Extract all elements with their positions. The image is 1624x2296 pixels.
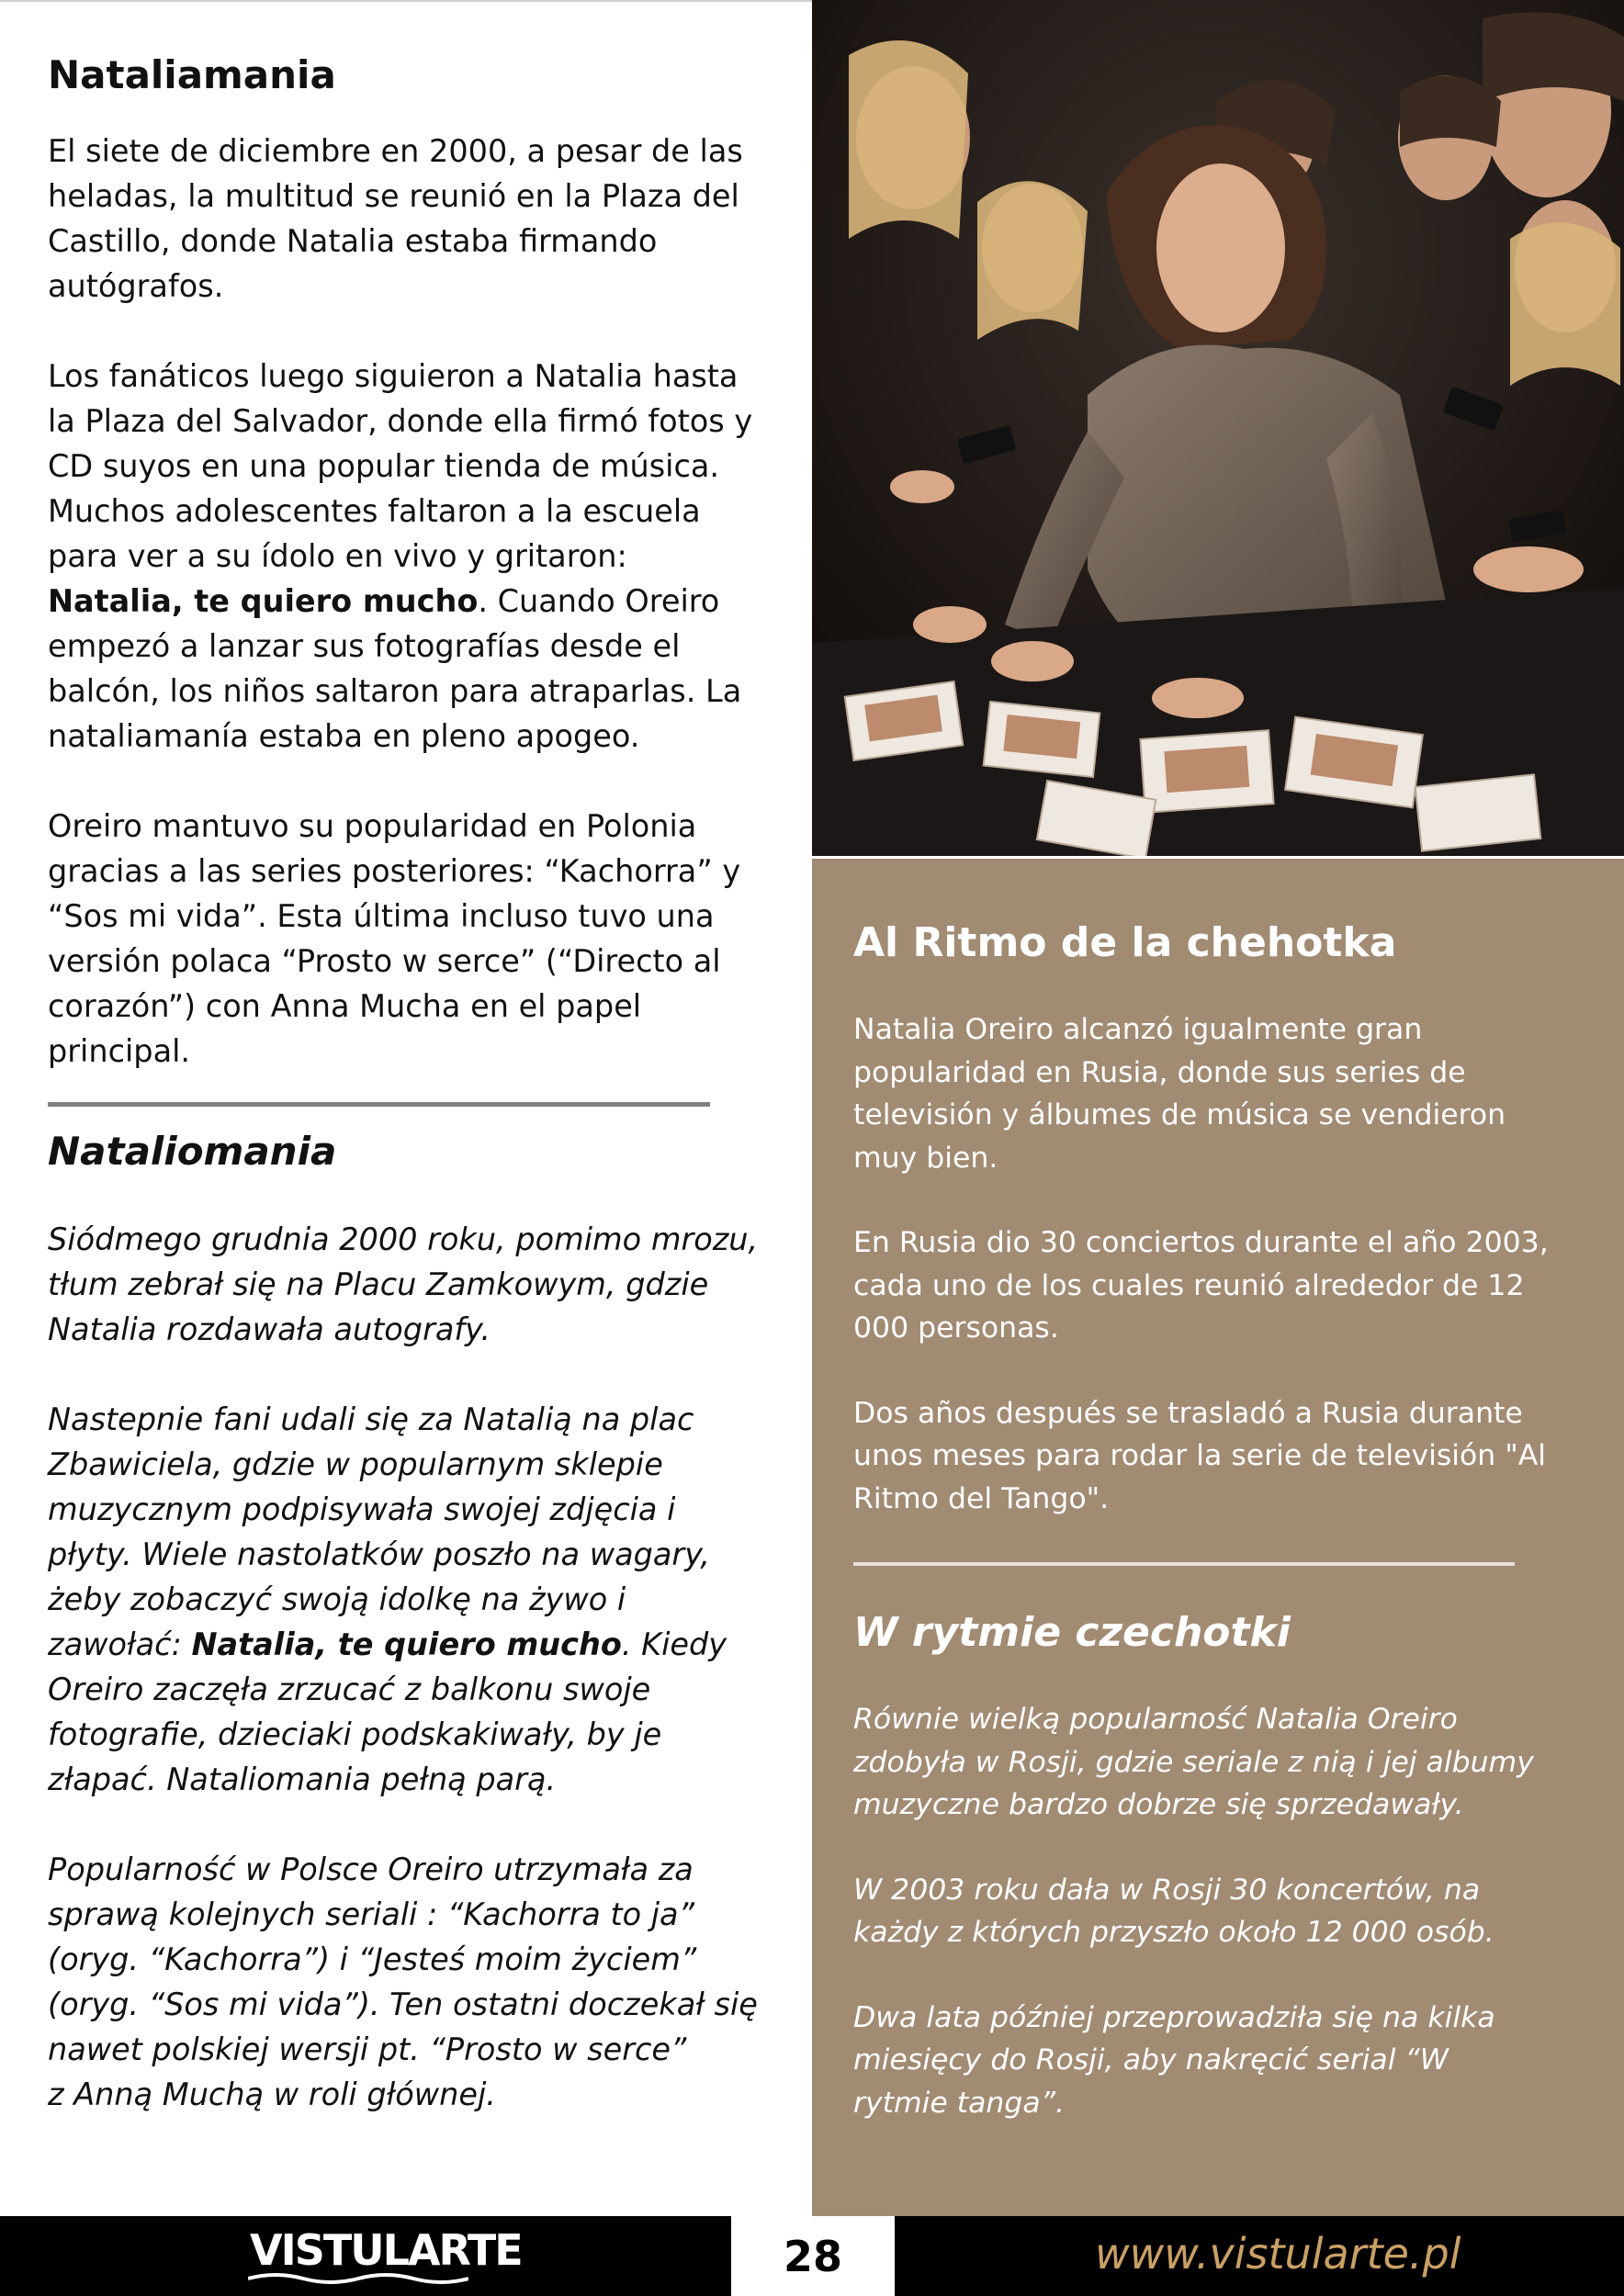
vistularte-logo: VISTULARTE xyxy=(250,2225,522,2275)
spanish-paragraph-3: Oreiro mantuvo su popularidad en Polonia gracias a las series posteriores: “Kachorra” y “Sos mi vida”. Esta última incluso tuvo una versión polaca “Prosto w serce” (“Directo al corazón”) con Anna Mucha en el papel principal. xyxy=(48,808,741,1069)
website-link[interactable]: www.vistularte.pl xyxy=(1095,2229,1461,2279)
spanish-russia-paragraph-3: Dos años después se trasladó a Rusia durante unos meses para rodar la serie de televisión "Al Ritmo del Tango". xyxy=(853,1396,1547,1515)
spanish-section-title: Nataliamania xyxy=(48,52,336,97)
autograph-signing-photo xyxy=(812,0,1624,856)
spanish-russia-paragraph-1: Natalia Oreiro alcanzó igualmente gran popularidad en Rusia, donde sus series de televisión y álbumes de música se vendieron muy bien. xyxy=(853,1013,1506,1175)
text-span: z Anną Muchą w roli głównej. xyxy=(48,2077,496,2112)
top-border xyxy=(0,0,812,2)
text-span: Nastepnie fani udali się za Natalią na plac Zbawiciela, gdzie w popularnym sklepie muzycznym podpisywała swojej zdjęcia i płyty. Wiele nastolatków poszło na wagary, żeby zobaczyć swoją idolkę na żywo i zawołać: xyxy=(48,1401,711,1662)
section-divider xyxy=(853,1562,1515,1566)
polish-russia-paragraph-3: Dwa lata później przeprowadziła się na kilka miesięcy do Rosji, aby nakręcić serial “W rytmie tanga”. xyxy=(853,2000,1495,2120)
spanish-russia-paragraph-2: En Rusia dio 30 conciertos durante el año 2003, cada uno de los cuales reunió alrededor de 12 000 personas. xyxy=(853,1226,1549,1345)
logo-wave-icon xyxy=(248,2269,468,2284)
spanish-russia-title: Al Ritmo de la chehotka xyxy=(853,919,1397,966)
polish-russia-paragraph-1: Równie wielką popularność Natalia Oreiro zdobyła w Rosji, gdzie seriale z nią i jej albumy muzyczne bardzo dobrze się sprzedawały. xyxy=(853,1703,1534,1821)
polish-russia-paragraph-2: W 2003 roku dała w Rosji 30 koncertów, na każdy z których przyszło około 12 000 osób. xyxy=(853,1873,1494,1949)
spanish-paragraph-1: El siete de diciembre en 2000, a pesar de las heladas, la multitud se reunió en la Plaza del Castillo, donde Natalia estaba firmando autógrafos. xyxy=(48,133,743,304)
section-divider xyxy=(48,1102,710,1107)
text-span: . Cuando Oreiro empezó a lanzar sus fotografías desde el balcón, los niños saltaron para atraparlas. La nataliamanía estaba en pleno apogeo. xyxy=(48,583,742,754)
polish-russia-title: W rytmie czechotki xyxy=(853,1609,1291,1656)
text-span: . Kiedy Oreiro zaczęła zrzucać z balkonu swoje fotografie, dzieciaki podskakiwały, by je złapać. Nataliomania pełną parą. xyxy=(48,1626,727,1797)
page-footer xyxy=(0,2216,1624,2296)
photo-illustration xyxy=(812,0,1624,856)
polish-paragraph-3 xyxy=(48,1847,764,2117)
page-number-box xyxy=(731,2216,895,2296)
right-column xyxy=(853,918,1551,2167)
polish-paragraph-2 xyxy=(48,1397,764,1802)
polish-section-title: Nataliomania xyxy=(48,1129,337,1174)
quote-bold: Natalia, te quiero mucho xyxy=(191,1626,622,1662)
text-span: Los fanáticos luego siguieron a Natalia hasta la Plaza del Salvador, donde ella firmó fotos y CD suyos en una popular tienda de música. Muchos adolescentes faltaron a la escuela para ver a su ídolo en vivo y gritaron: xyxy=(48,358,753,574)
quote-bold: Natalia, te quiero mucho xyxy=(48,583,479,619)
page-number: 28 xyxy=(783,2231,842,2281)
polish-paragraph-1: Siódmego grudnia 2000 roku, pomimo mrozu, tłum zebrał się na Placu Zamkowym, gdzie Natalia rozdawała autografy. xyxy=(48,1221,759,1347)
left-column xyxy=(48,51,764,2162)
text-span: Popularność w Polsce Oreiro utrzymała za sprawą kolejnych seriali : “Kachorra to ja” (oryg. “Kachorra”) i “Jesteś moim życiem” (oryg. “Sos mi vida”). Ten ostatni doczekał się nawet polskiej wersji pt. “Prosto w serce” xyxy=(48,1851,758,2067)
spanish-paragraph-2 xyxy=(48,354,764,759)
